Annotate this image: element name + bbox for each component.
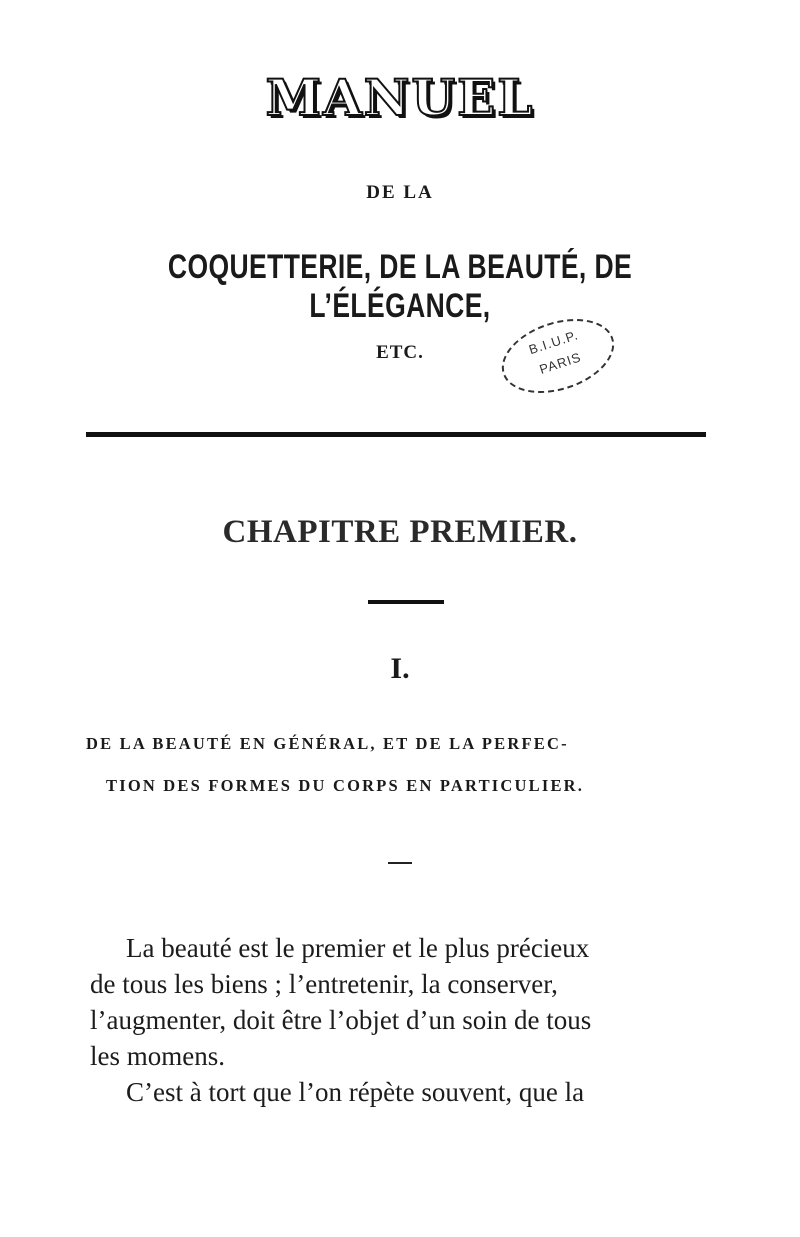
stamp-line-1: B.I.U.P. (526, 327, 581, 358)
chapter-title: CHAPITRE PREMIER. (222, 514, 578, 550)
section-heading-line-2: TION DES FORMES DU CORPS EN PARTICULIER. (106, 776, 585, 795)
paragraph-2 (90, 1074, 720, 1110)
stamp-line-2: PARIS (537, 349, 584, 377)
section-dash (388, 862, 412, 864)
paragraph-1-line-1 (90, 930, 720, 966)
header-divider (86, 432, 706, 437)
paragraph-2-line-1 (90, 1074, 720, 1110)
paragraph-1-line-2: de tous les biens ; l’entretenir, la conserver, (90, 969, 558, 999)
section-number: I. (390, 652, 410, 685)
paragraph-1-line-1-text: La beauté est le premier et le plus précieux (126, 933, 590, 963)
book-subtitle: COQUETTERIE, DE LA BEAUTÉ, DE L’ÉLÉGANCE, (167, 248, 633, 325)
book-title: MANUEL (265, 68, 535, 127)
title-connector: DE LA (366, 182, 434, 203)
section-heading-line-1: DE LA BEAUTÉ EN GÉNÉRAL, ET DE LA PERFEC- (86, 734, 569, 753)
paragraph-1-line-3: l’augmenter, doit être l’objet d’un soin de tous (90, 1005, 592, 1035)
paragraph-1 (90, 930, 720, 1074)
chapter-divider (368, 600, 444, 604)
paragraph-2-line-1-text: C’est à tort que l’on répète souvent, que la (126, 1077, 585, 1107)
paragraph-1-line-4: les momens. (90, 1041, 225, 1071)
title-etc: ETC. (376, 342, 424, 363)
